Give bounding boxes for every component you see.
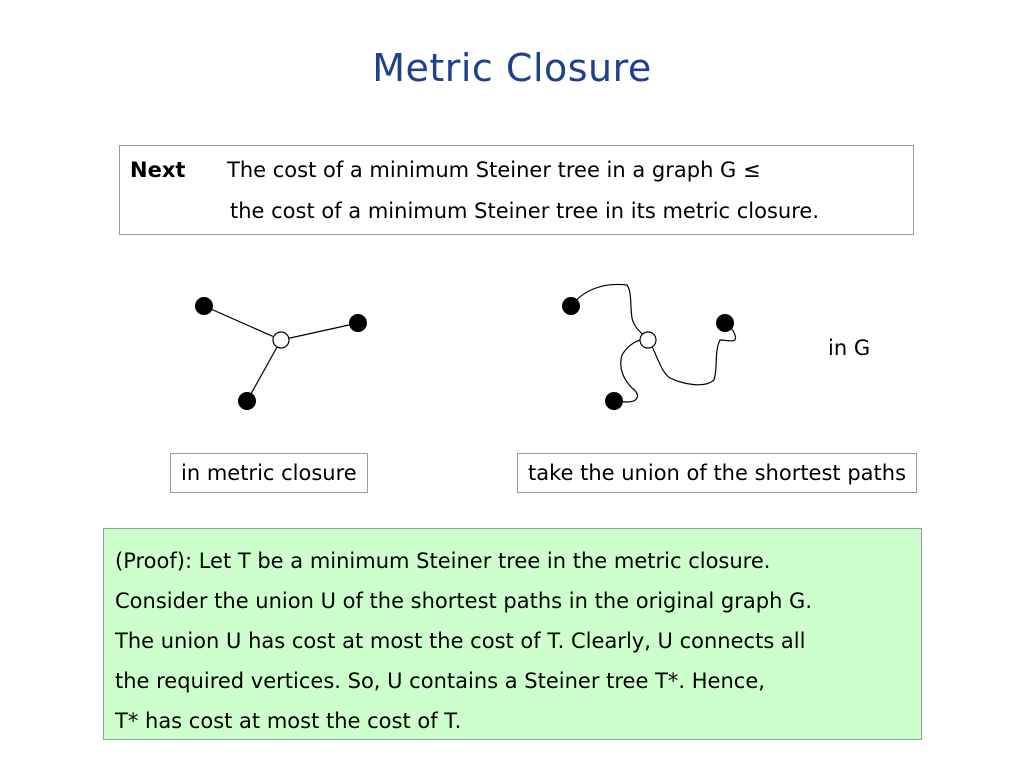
graph-steiner-vertex <box>640 332 656 348</box>
next-statement-line-1: The cost of a minimum Steiner tree in a graph G ≤ <box>227 158 761 182</box>
shortest-paths-union-vertices <box>562 297 734 410</box>
next-label: Next <box>130 158 186 182</box>
proof-line: The union U has cost at most the cost of T. Clearly, U connects all <box>115 629 806 653</box>
metric-steiner-vertex <box>273 332 289 348</box>
graph-required-vertex-right <box>716 314 734 332</box>
metric-edge-right <box>281 323 358 340</box>
graph-label: in G <box>828 336 871 360</box>
metric-required-vertex-bottom <box>238 392 256 410</box>
metric-closure-tree <box>195 297 367 410</box>
shortest-paths-caption: take the union of the shortest paths <box>517 453 917 493</box>
next-statement-line-2: the cost of a minimum Steiner tree in its metric closure. <box>230 199 820 223</box>
metric-required-vertex-right <box>349 314 367 332</box>
graph-required-vertex-bottom <box>605 392 623 410</box>
shortest-path-top-left <box>571 284 648 340</box>
proof-line: the required vertices. So, U contains a Steiner tree T*. Hence, <box>115 669 765 693</box>
metric-edge-top-left <box>204 306 281 340</box>
metric-edge-bottom <box>247 340 281 401</box>
graph-required-vertex-top-left <box>562 297 580 315</box>
proof-box <box>103 528 922 740</box>
proof-line: (Proof): Let T be a minimum Steiner tree in the metric closure. <box>115 549 771 573</box>
metric-closure-caption: in metric closure <box>170 453 368 493</box>
shortest-path-right <box>648 323 736 385</box>
shortest-path-bottom <box>614 340 648 402</box>
slide-title: Metric Closure <box>372 46 652 90</box>
proof-line: T* has cost at most the cost of T. <box>115 709 462 733</box>
proof-line: Consider the union U of the shortest paths in the original graph G. <box>115 589 812 613</box>
metric-required-vertex-top-left <box>195 297 213 315</box>
